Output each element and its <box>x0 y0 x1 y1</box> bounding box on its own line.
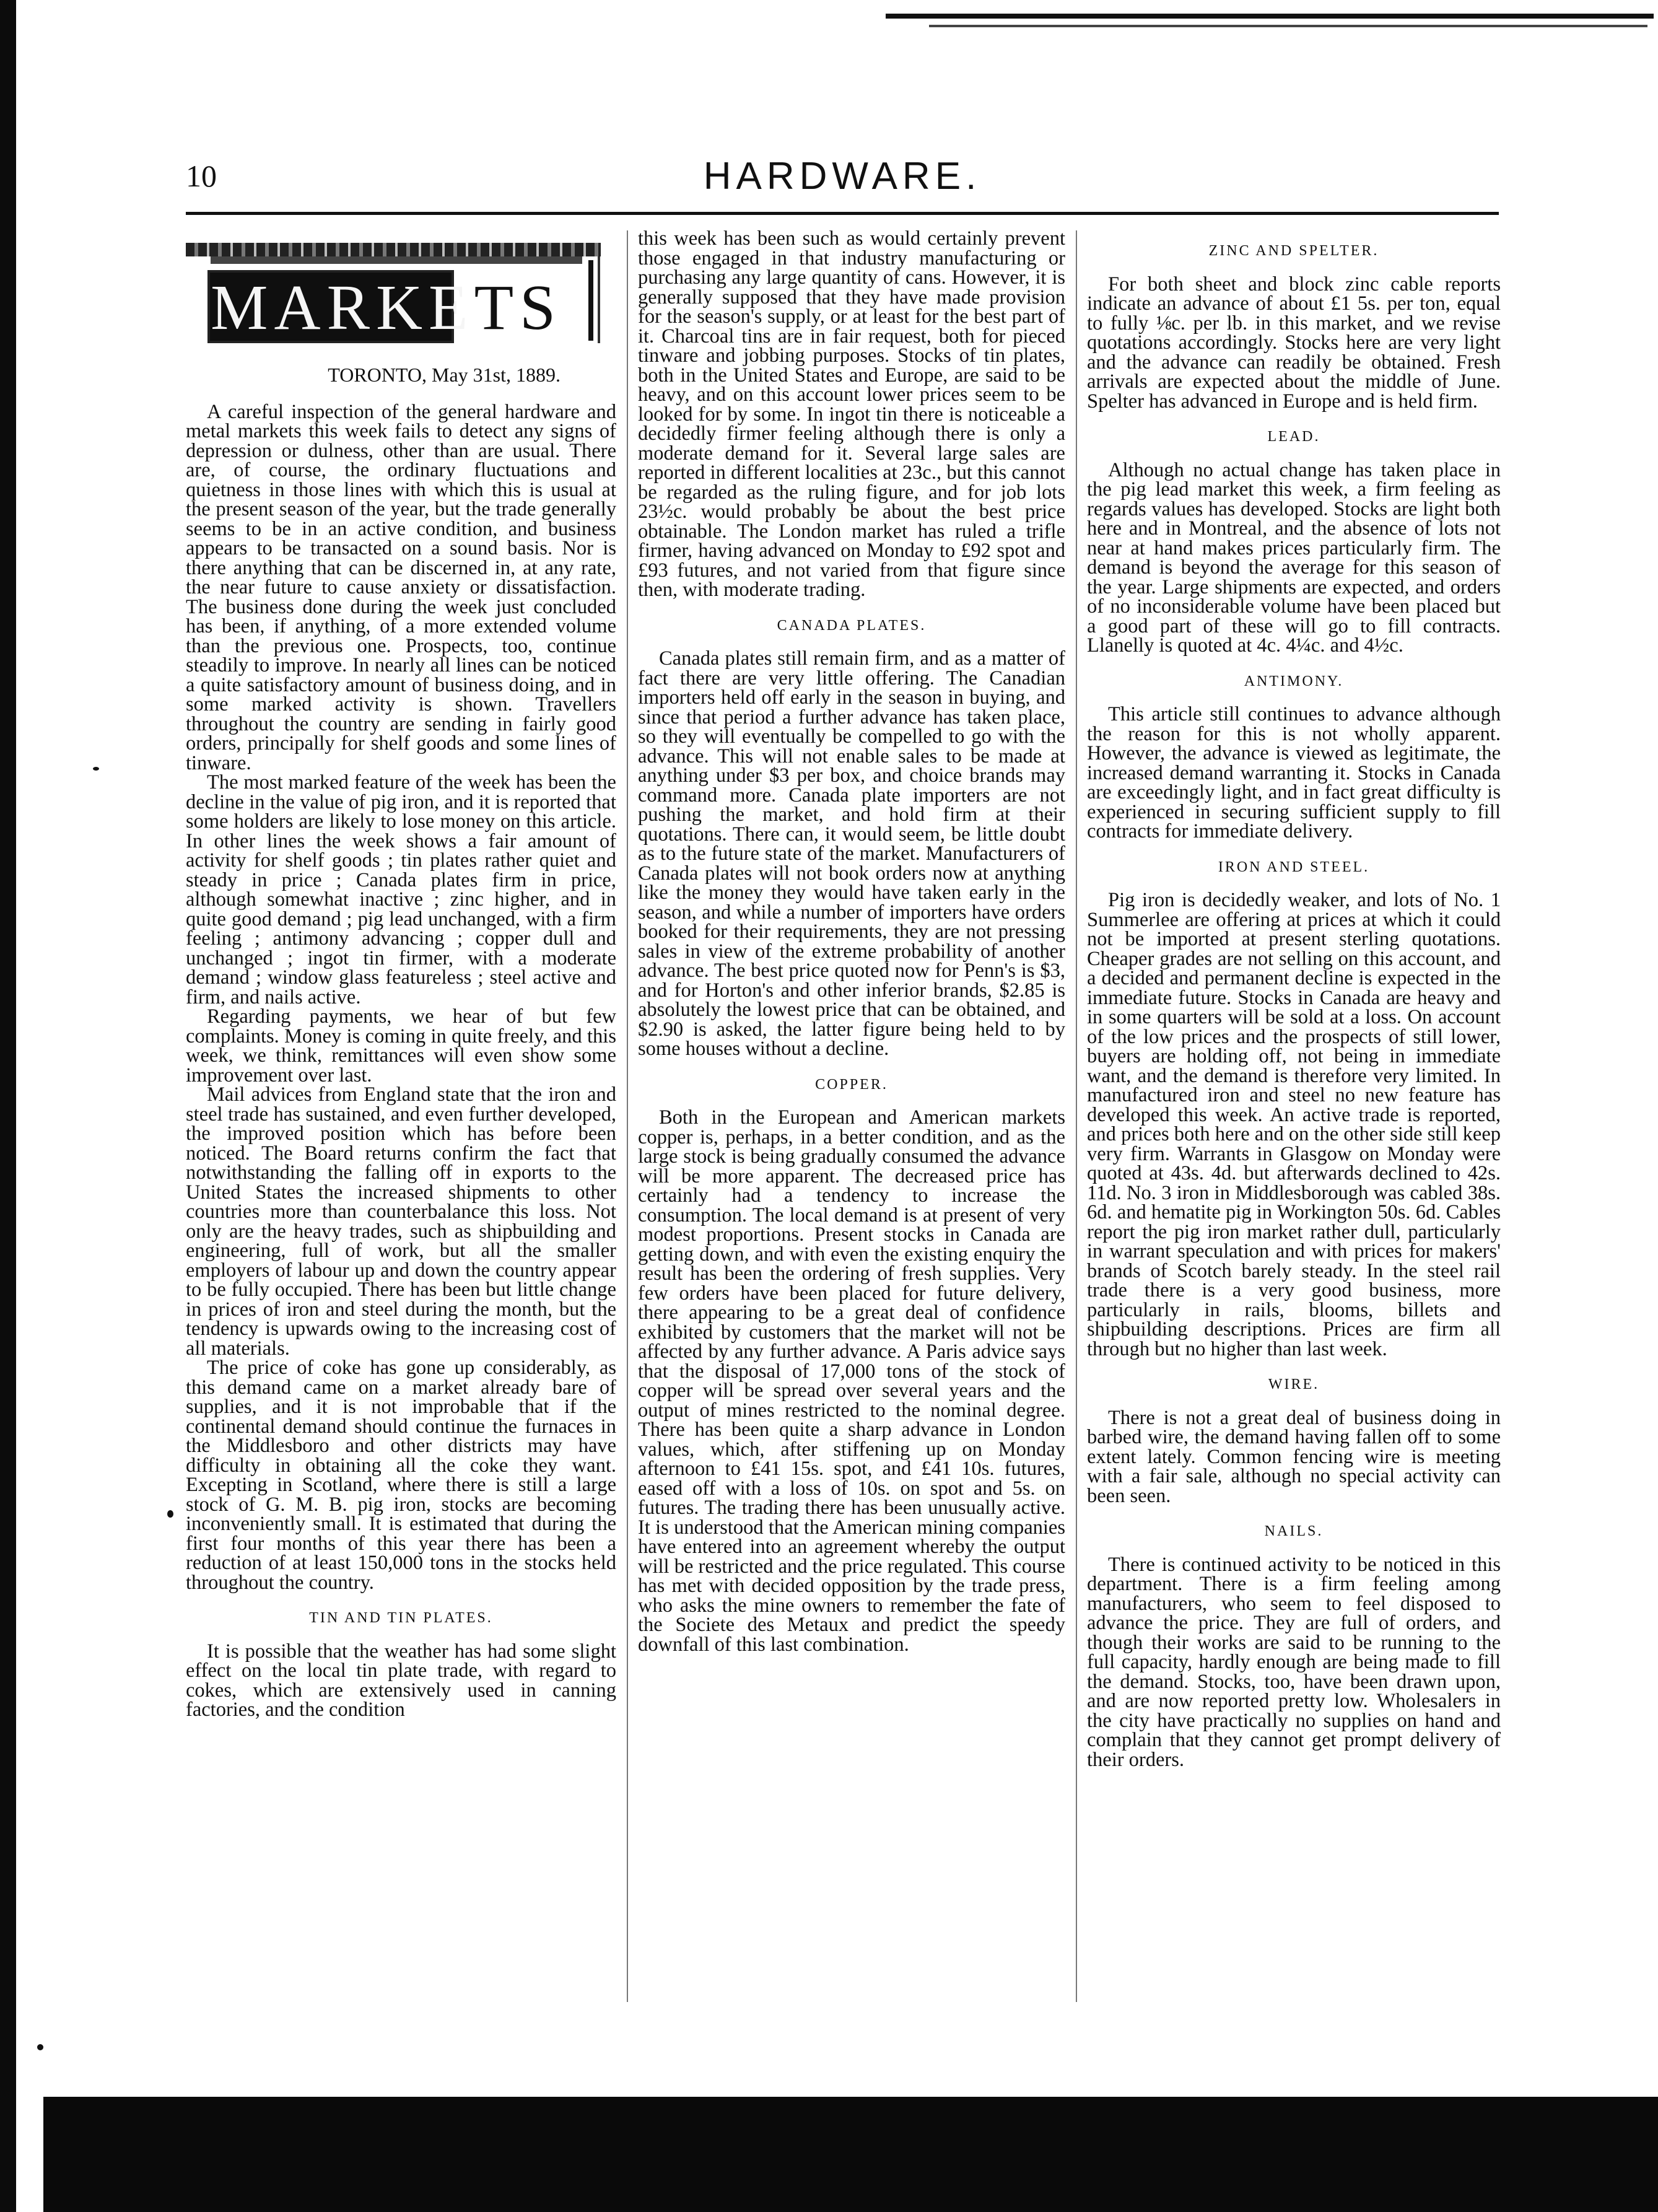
page-header <box>186 155 1499 214</box>
section-heading-wire: WIRE. <box>1268 1376 1320 1392</box>
column-2 <box>638 229 1065 2013</box>
section-heading-tin: TIN AND TIN PLATES. <box>309 1610 493 1626</box>
scan-speck <box>167 1510 173 1518</box>
section-heading-nails: NAILS. <box>1264 1523 1324 1539</box>
masthead-ornament-band <box>186 243 601 256</box>
article-paragraph: A careful inspection of the general hardware and metal markets this week fails to detect any signs of depression or dulness, other than are usual. There are, of course, the ordinary fluctuations and quietness in those lines with which this is usual at the present season of the year, but the trade generally seems to be in an active condition, and business appears to be transacted on a sound basis. Nor is there anything that can be discerned in, at any rate, the near future to cause anxiety or dissatisfaction. The business done during the week just concluded has been, if anything, of a more extended volume than the previous one. Prospects, too, continue steadily to improve. In nearly all lines can be noticed a quite satisfactory amount of business doing, and in some marked activity is shown. Travellers throughout the country are sending in fairly good orders, principally for shelf goods and some lines of tinware. <box>186 400 616 774</box>
article-paragraph: Although no actual change has taken place in the pig lead market this week, a firm feeling as regards values has developed. Stocks are light both here and in Montreal, and the absence of lots not near at hand makes prices particularly firm. The demand is beyond the average for this season of the year. Large shipments are expected, and orders of no inconsiderable volume have been placed but a good part of these will go to fill contracts. Llanelly is quoted at 4c. 4¼c. and 4½c. <box>1087 458 1501 657</box>
masthead-bar <box>588 260 593 341</box>
article-paragraph: For both sheet and block zinc cable reports indicate an advance of about £1 5s. per ton, equal to fully ⅛c. per lb. in this market, and we revise quotations accordingly. Stocks here are very light and the advance can readily be obtained. Fresh arrivals are expected about the middle of June. Spelter has advanced in Europe and is held firm. <box>1087 273 1501 413</box>
section-heading-antimony: ANTIMONY. <box>1244 673 1344 689</box>
column-3 <box>1087 229 1501 1778</box>
masthead-bar <box>598 256 600 343</box>
article-paragraph: Regarding payments, we hear of but few complaints. Money is coming in quite freely, and this week, we think, remittances will even show some improvement over last. <box>186 1005 616 1086</box>
section-heading-zinc: ZINC AND SPELTER. <box>1208 243 1379 259</box>
column-1 <box>186 229 616 2013</box>
article-paragraph: Pig iron is decidedly weaker, and lots of No. 1 Summerlee are offering at prices at which it could not be imported at present sterling quotations. Cheaper grades are not selling on this account, and a decided and permanent decline is expected in the immediate future. Stocks in Canada are heavy and in some quarters will be sold at a loss. On account of the low prices and the prospects of still lower, buyers are holding off, not being in immediate want, and the demand is therefore very limited. In manufactured iron and steel no new feature has developed this week. An active trade is reported, and prices both here and on the other side still keep very firm. Warrants in Glasgow on Monday were quoted at 43s. 4d. but afterwards declined to 42s. 11d. No. 3 iron in Middlesborough was cabled 38s. 6d. and hematite pig in Workington 50s. 6d. Cables report the pig iron market rather dull, particularly in warrant speculation and with prices for makers' brands of Scotch barely steady. In the steel rail trade there is a very good business, more particularly in rails, blooms, billets and shipbuilding descriptions. Prices are firm all through but no higher than last week. <box>1087 889 1501 1360</box>
scan-speck <box>37 2044 43 2050</box>
section-heading-lead: LEAD. <box>1267 429 1320 445</box>
markets-masthead <box>186 243 616 348</box>
article-paragraph: This article still continues to advance although the reason for this is not wholly apparent. However, the advance is viewed as legitimate, the increased demand warranting it. Stocks in Canada are exceedingly light, and in fact great difficulty is experienced in securing sufficient supply to fill contracts for immediate delivery. <box>1087 703 1501 842</box>
article-paragraph: It is possible that the weather has had some slight effect on the local tin plate trade, with regard to cokes, which are extensively used in canning factories, and the condition <box>186 1640 616 1721</box>
article-paragraph: There is not a great deal of business doing in barbed wire, the demand having fallen off to some extent lately. Common fencing wire is meeting with a fair sale, although no special activity can been seen. <box>1087 1406 1501 1507</box>
column-divider <box>627 230 628 2002</box>
page-number: 10 <box>186 159 217 193</box>
masthead-ornament-band <box>211 256 582 264</box>
article-paragraph: Mail advices from England state that the iron and steel trade has sustained, and even further developed, the improved position which has before been noticed. The Board returns confirm the fact that notwithstanding the falling off in exports to the United States the increased shipments to other countries more than counterbalance this loss. Not only are the heavy trades, such as shipbuilding and engineering, full of work, but all the smaller employers of labour up and down the country appear to be fully occupied. There has been but little change in prices of iron and steel during the month, but the tendency is upwards owing to the increasing cost of all materials. <box>186 1083 616 1360</box>
column-divider <box>1076 230 1077 2002</box>
scan-edge-bottom <box>43 2097 1658 2212</box>
article-paragraph: The price of coke has gone up considerably, as this demand came on a market already bare of supplies, and it is not improbable that if the continental demand should continue the furnaces in the Middlesboro and other districts may have difficulty in obtaining all the coke they want. Excepting in Scotland, where there is still a large stock of G. M. B. pig iron, stocks are becoming inconveniently small. It is estimated that during the first four months of this year there has been a reduction of at least 150,000 tons in the stocks held throughout the country. <box>186 1357 616 1594</box>
article-paragraph: There is continued activity to be noticed in this department. There is a firm feeling among manufacturers, who seem to feel disposed to advance the price. They are full of orders, and though their works are said to be running to the full capacity, hardly enough are being made to fill the demand. Stocks, too, have been drawn upon, and are now reported pretty low. Wholesalers in the city have practically no supplies on hand and complain that they cannot get prompt delivery of their orders. <box>1087 1553 1501 1771</box>
article-paragraph: The most marked feature of the week has been the decline in the value of pig iron, and it is reported that some holders are likely to lose money on this article. In other lines the week shows a fair amount of activity for shelf goods ; tin plates rather quiet and steady in price ; Canada plates firm in price, although somewhat inactive ; zinc higher, and in quite good demand ; pig lead unchanged, with a firm feeling ; antimony advancing ; copper dull and unchanged ; ingot tin firmer, with a moderate demand ; window glass featureless ; steel active and firm, and nails active. <box>186 771 616 1008</box>
article-paragraph: this week has been such as would certainly prevent those engaged in that industry manufacturing or purchasing any large quantity of cans. However, it is generally supposed that they have made provision for the season's supply, or at least for the best part of it. Charcoal tins are in fair request, both for pieced tinware and jobbing purposes. Stocks of tin plates, both in the United States and Europe, are said to be heavy, and on this account lower prices seem to be looked for by some. In ingot tin there is noticeable a decidedly firmer feeling although there is only a moderate demand for it. Several large sales are reported in different localities at 23c., but this cannot be regarded as the ruling figure, and for job lots 23½c. would probably be about the best price obtainable. The London market has ruled a trifle firmer, having advanced on Monday to £92 spot and £93 futures, and not varied from that figure since then, with moderate trading. <box>638 229 1065 601</box>
article-paragraph: Both in the European and American markets copper is, perhaps, in a better condition, and as the large stock is being gradually consumed the advance will be more apparent. The decreased price has certainly had a tendency to increase the consumption. The local demand is at present of very modest proportions. Present stocks in Canada are getting down, and with even the existing enquiry the result has been the ordering of fresh supplies. Very few orders have been placed for future delivery, there appearing to be a great deal of confidence exhibited by customers that the market will not be affected by any further advance. A Paris advice says that the disposal of 17,000 tons of the stock of copper will be spread over several years and the output of mines restricted to the nominal degree. There has been quite a sharp advance in London values, which, after stiffening up on Monday afternoon to £41 15s. spot, and £41 10s. futures, eased off with a loss of 10s. on spot and 5s. on futures. The trading there has been unusually active. It is understood that the American mining companies have entered into an agreement whereby the output will be restricted and the price regulated. This course has met with decided opposition by the trade press, who asks the mine owners to remember the fate of the Societe des Metaux and predict the speedy downfall of this last combination. <box>638 1106 1065 1656</box>
section-heading-canada-plates: CANADA PLATES. <box>777 617 927 634</box>
header-rule <box>186 212 1499 215</box>
masthead-word: MARKETS <box>211 272 562 343</box>
dateline: TORONTO, May 31st, 1889. <box>328 364 561 386</box>
section-heading-copper: COPPER. <box>815 1076 888 1093</box>
scan-rule-top <box>886 14 1654 19</box>
article-paragraph: Canada plates still remain firm, and as a matter of fact there are very little offering. The Canadian importers held off early in the season in buying, and since that period a further advance has taken place, so they will eventually be compelled to go with the advance. This will not enable sales to be made at anything under $3 per box, and choice brands may command more. Canada plate importers are not pushing the market, and hold firm at their quotations. There can, it would seem, be little doubt as to the future state of the market. Manufacturers of Canada plates will not book orders now at anything like the money they would have taken early in the season, and while a number of importers have orders booked for their requirements, they are not pressing sales in view of the extreme probability of another advance. The best price quoted now for Penn's is $3, and for Horton's and other inferior brands, $2.85 is absolutely the lowest price that can be obtained, and $2.90 is asked, the latter figure being held to by some houses without a decline. <box>638 647 1065 1060</box>
scan-speck <box>93 767 99 771</box>
scan-rule-top-secondary <box>929 25 1647 27</box>
page-title: HARDWARE. <box>703 155 982 198</box>
scan-edge-left <box>0 0 16 2212</box>
section-heading-iron-steel: IRON AND STEEL. <box>1218 859 1370 875</box>
